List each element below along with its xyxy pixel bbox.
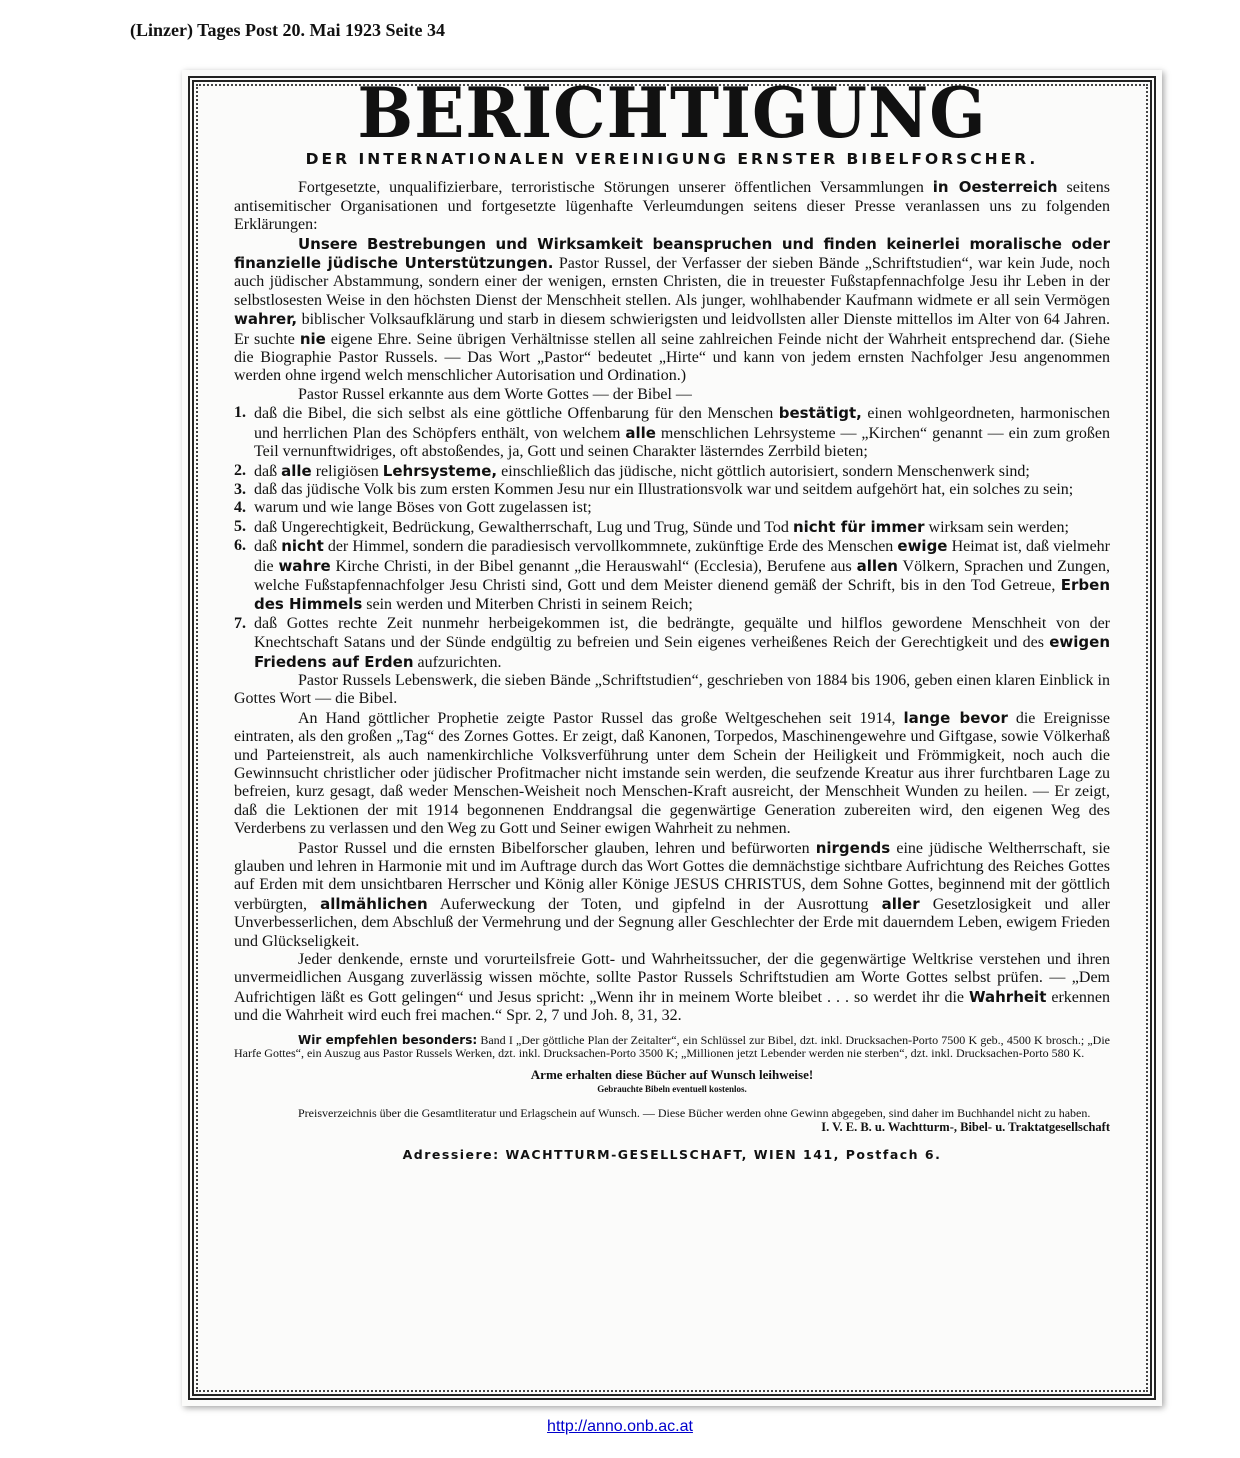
article-body — [234, 72, 1111, 1165]
contact-address: Adressiere: WACHTTURM-GESELLSCHAFT, WIEN 141, Postfach 6. — [402, 1147, 942, 1163]
list-item: 7. daß Gottes rechte Zeit nunmehr herbeigekommen ist, die bedrängte, gequälte und hilflos gewordene Menschheit von der Knechtschaft Satans und der Sünde endgültig zu befreien und Sein eigenes verheißenes Reich der Gerechtigkeit und des ewigen Friedens auf Erden aufzurichten. — [234, 614, 1110, 671]
paragraph-7: Jeder denkende, ernste und vorurteilsfreie Gott- und Wahrheitssucher, der die gegenwärtige Weltkrise verstehen und ihren unvermeidlichen Ausgang zuverlässig wissen möchte, sollte Pastor Russels Schriftstudien am Worte Gottes selbst prüfen. — „Dem Aufrichtigen läßt es Gott gelingen“ und Jesus spricht: „Wenn ihr in meinem Worte bleibet . . . so werdet ihr die Wahrheit erkennen und die Wahrheit wird euch frei machen.“ Spr. 2, 7 und Joh. 8, 31, 32. — [234, 951, 1110, 1025]
lending-notice: Arme erhalten diese Bücher auf Wunsch leihweise! — [530, 1066, 814, 1082]
newspaper-clipping — [182, 70, 1162, 1406]
source-link[interactable]: http://anno.onb.ac.at — [547, 1418, 693, 1435]
paragraph-5: An Hand göttlicher Prophetie zeigte Pastor Russel das große Weltgeschehen seit 1914, lange bevor die Ereignisse eintraten, als den großen „Tag“ des Zornes Gottes. Er zeigt, daß Kanonen, Torpedos, Maschinengewehre und Giftgase, sowie Völkerhaß und Parteienstreit, als auch namenkirchliche Volksverführung unter dem Schein der Heiligkeit und Frömmigkeit, noch auch die Gewinnsucht christlicher oder jüdischer Profitmacher nicht imstande sein werden, die seufzende Kreatur aus ihrer furchtbaren Lage zu befreien, kurz gesagt, daß weder Menschen-Weisheit noch Menschen-Kraft ausreicht, der Menschheit Wunden zu heilen. — Er zeigt, daß die Lektionen der mit 1914 begonnenen Enddrangsal die gegenwärtige Generation zubereiten wird, den eigenen Weg des Verderbens zu verlassen und den Weg zu Gott und Seiner ewigen Wahrheit zu nehmen. — [234, 708, 1111, 838]
list-item: 1. daß die Bibel, die sich selbst als eine göttliche Offenbarung für den Menschen bestätigt, einen wohlgeordneten, harmonischen und herrlichen Plan des Schöpfers enthält, von welchem alle menschlichen Lehrsysteme — „Kirchen“ genannt — ein zum großen Teil vernunftwidriges, oft abstoßendes, ja, Gott und seinen Charakter lästerndes Zerrbild bieten; — [234, 404, 1110, 461]
paragraph-2: Unsere Bestrebungen und Wirksamkeit beanspruchen und finden keinerlei moralische oder finanzielle jüdische Unterstützungen. Pastor Russel, der Verfasser der sieben Bände „Schriftstudien“, war kein Jude, noch auch jüdischer Abstammung, sondern einer der wenigen, ernsten Christen, die in treuester Fußstapfennachfolge Jesu ihr Leben in der selbstlosesten Weise in den höchsten Dienst der Menschheit stellen. Als junger, wohlhabender Kaufmann widmete er all sein Vermögen wahrer, biblischer Volksaufklärung und starb in diesem schwierigsten und leidvollsten aller Dienste mittellos im Alter von 64 Jahren. Er suchte nie eigene Ehre. Seine übrigen Verhältnisse stellen all seine zahlreichen Feinde nicht der Wahrheit entsprechend dar. (Siehe die Biographie Pastor Russels. — Das Wort „Pastor“ bedeutet „Hirte“ und kann von jedem ernsten Nachfolger Jesu angenommen werden ohne irgend welch menschlicher Autorisation und Ordination.) — [234, 234, 1110, 385]
free-bibles-note: Gebrauchte Bibeln eventuell kostenlos. — [597, 1084, 747, 1095]
list-item: 6. daß nicht der Himmel, sondern die paradiesisch vervollkommnete, zukünftige Erde des Menschen ewige Heimat ist, daß vielmehr die wahre Kirche Christi, in der Bibel genannt „die Herauswahl“ (Ecclesia), Berufene aus allen Völkern, Sprachen und Zungen, welche Fußstapfennachfolger Jesu Christi sind, Gott und dem Meister dienend gemäß der Schrift, bis in den Tod Getreue, Erben des Himmels sein werden und Miterben Christi in seinem Reich; — [234, 537, 1111, 614]
paragraph-3: Pastor Russel erkannte aus dem Worte Gottes — der Bibel — — [298, 385, 692, 403]
publisher-line: I. V. E. B. u. Wachtturm-, Bibel- u. Traktatgesellschaft — [821, 1120, 1110, 1135]
numbered-list — [234, 404, 1110, 672]
list-item: 4. warum und wie lange Böses von Gott zugelassen ist; — [234, 499, 592, 517]
paragraph-4: Pastor Russels Lebenswerk, die sieben Bände „Schriftstudien“, geschrieben von 1884 bis 1906, geben einen klaren Einblick in Gottes Wort — die Bibel. — [234, 671, 1110, 708]
article-title: BERICHTIGUNG — [357, 72, 987, 154]
price-list-note: Preisverzeichnis über die Gesamtliteratur und Erlagschein auf Wunsch. — Diese Bücher werden ohne Gewinn abgegeben, sind daher im Buchhandel nicht zu haben. — [298, 1106, 1091, 1121]
article-subtitle: DER INTERNATIONALEN VEREINIGUNG ERNSTER BIBELFORSCHER. — [305, 150, 1039, 168]
paragraph-6: Pastor Russel und die ernsten Bibelforscher glauben, lehren und befürworten nirgends eine jüdische Weltherrschaft, sie glauben und lehren in Harmonie mit und im Auftrage durch das Wort Gottes die demnächstige sichtbare Aufrichtung des Reiches Gottes auf Erden mit dem unsichtbaren Herrscher und König aller Könige JESUS CHRISTUS, dem Sohne Gottes, beginnend mit der göttlich verbürgten, allmählichen Auferweckung der Toten, und gipfelnd in der Ausrottung aller Gesetzlosigkeit und aller Unverbesserlichen, dem Abschluß der Vermehrung und der Segnung aller Geschlechter der Erde mit dauerndem Leben, ewigem Frieden und Glückseligkeit. — [234, 838, 1111, 950]
list-item: 5. daß Ungerechtigkeit, Bedrückung, Gewaltherrschaft, Lug und Trug, Sünde und Tod nicht für immer wirksam sein werden; — [234, 517, 1069, 536]
paragraph-1: Fortgesetzte, unqualifizierbare, terroristische Störungen unserer öffentlichen Versammlungen in Oesterreich seitens antisemitischer Organisationen und fortgesetzte lügenhafte Verleumdungen seitens dieser Presse veranlassen uns zu folgenden Erklärungen: — [234, 178, 1111, 234]
book-recommendation: Wir empfehlen besonders: Band I „Der göttliche Plan der Zeitalter“, ein Schlüssel zur Bibel, dzt. inkl. Drucksachen-Porto 7500 K geb., 4500 K brosch.; „Die Harfe Gottes“, ein Auszug aus Pastor Russels Werken, dzt. inkl. Drucksachen-Porto 3500 K; „Millionen jetzt Lebender werden nie sterben“, dzt. inkl. Drucksachen-Porto 580 K. — [234, 1032, 1110, 1060]
source-header: (Linzer) Tages Post 20. Mai 1923 Seite 34 — [130, 20, 445, 40]
list-item: 3. daß das jüdische Volk bis zum ersten Kommen Jesu nur ein Illustrationsvolk war und seitdem aufgehört hat, ein solches zu sein; — [234, 480, 1074, 498]
list-item: 2. daß alle religiösen Lehrsysteme, einschließlich das jüdische, nicht göttlich autorisiert, sondern Menschenwerk sind; — [234, 461, 1030, 480]
